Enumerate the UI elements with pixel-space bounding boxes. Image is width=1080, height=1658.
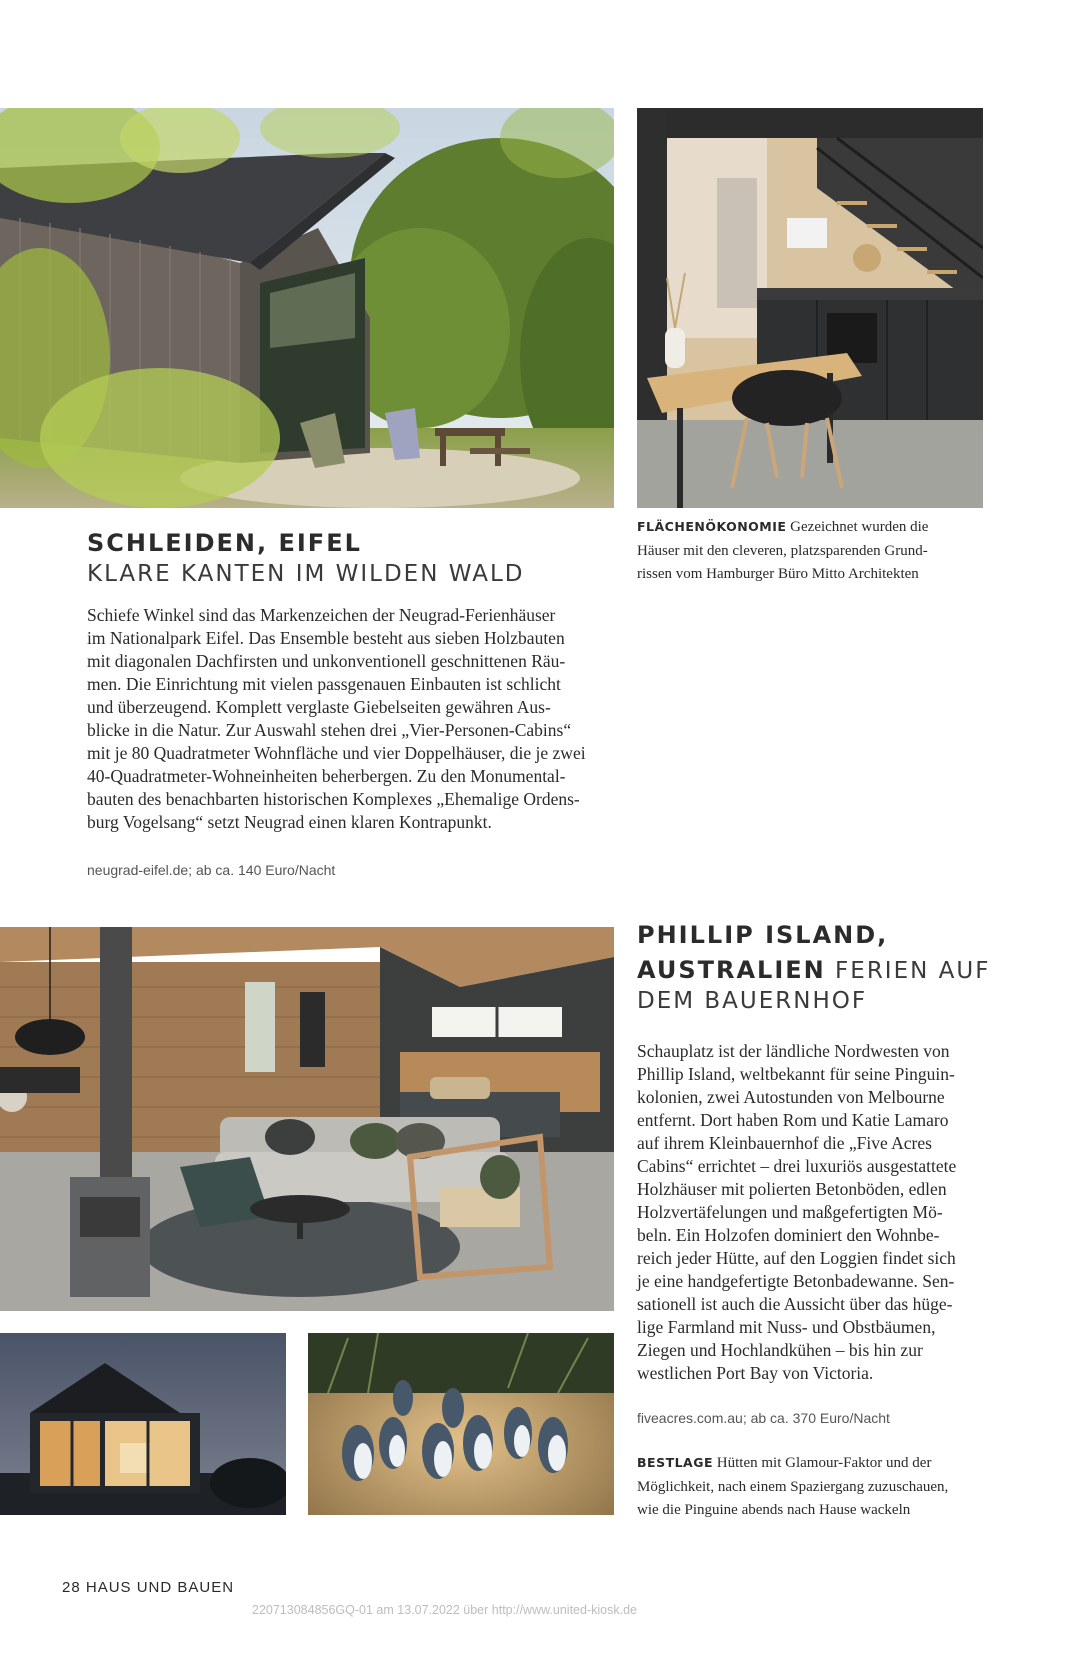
section1-caption-text: Gezeichnet wurden die Häuser mit den cleveren, platzsparenden Grund- rissen vom Hamburger Büro Mitto Architekten xyxy=(637,519,929,582)
photo-phillip-island-cabin-night xyxy=(0,1333,286,1515)
section1-body: Schiefe Winkel sind das Markenzeichen der Neugrad-Ferienhäuser im Nationalpark Eifel. Das Ensemble besteht aus sieben Holzbauten mit diagonalen Dachfirsten und unkonventionell geschnittenen Räu- men. Die Einrichtung mit vielen passgenauen Einbauten ist schlicht und überzeugend. Komplett verglaste Giebelseiten gewähren Aus- blicke in die Natur. Zur Auswahl stehen drei „Vier-Personen-Cabins“ mit je 80 Quadratmeter Wohnfläche und vier Doppelhäuser, die je zwei 40-Quadratmeter-Wohneinheiten beherbergen. Zu den Monumental- bauten des benachbarten historischen Komplexes „Ehemalige Ordens- burg Vogelsang“ setzt Neugrad einen klaren Kontrapunkt. xyxy=(87,605,586,832)
section2-subtitle-line2: DEM BAUERNHOF xyxy=(637,988,868,1014)
section1-info: neugrad-eifel.de; ab ca. 140 Euro/Nacht xyxy=(87,862,336,878)
section2-title-location: AUSTRALIEN xyxy=(637,956,826,984)
page-number: 28 xyxy=(62,1579,81,1596)
section1-caption-lead: FLÄCHENÖKONOMIE xyxy=(637,519,787,534)
section2-body: Schauplatz ist der ländliche Nordwesten von Phillip Island, weltbekannt für seine Pinguin- kolonien, zwei Autostunden von Melbourne entfernt. Dort haben Rom und Katie Lamaro auf ihrem Kleinbauernhof die „Five Acres Cabins“ errichtet – drei luxuriös ausgestattete Holzhäuser mit polierten Betonböden, edlen Holzvertäfelungen und maßgefertigten Mö- beln. Ein Holzofen dominiert den Wohnbe- reich jeder Hütte, auf den Loggien findet sich je eine handgefertigte Betonbadewanne. Sen- sationell ist auch die Aussicht über das hüge- lige Farmland mit Nuss- und Obstbäumen, Ziegen und Hochlandkühen – bis hin zur westlichen Port Bay von Victoria. xyxy=(637,1041,957,1383)
section2-title-line1: PHILLIP ISLAND, xyxy=(637,921,889,949)
section2-title-line2 xyxy=(637,956,990,985)
watermark-text: 220713084856GQ-01 am 13.07.2022 über http://www.united-kiosk.de xyxy=(252,1603,637,1617)
magazine-name: HAUS UND BAUEN xyxy=(85,1579,235,1596)
section2-caption-lead: BESTLAGE xyxy=(637,1455,714,1470)
section2-caption-text: Hütten mit Glamour-Faktor und der Möglichkeit, nach einem Spaziergang zuzuschauen, wie die Pinguine abends nach Hause wackeln xyxy=(637,1455,949,1518)
photo-phillip-island-living-room xyxy=(0,927,614,1311)
section2-caption xyxy=(637,1451,997,1523)
page-folio xyxy=(62,1579,234,1596)
photo-penguin-parade xyxy=(308,1333,614,1515)
section2-info: fiveacres.com.au; ab ca. 370 Euro/Nacht xyxy=(637,1410,890,1426)
section2-subtitle-inline: FERIEN AUF xyxy=(825,958,991,984)
section1-title: SCHLEIDEN, EIFEL xyxy=(87,529,362,557)
section1-caption xyxy=(637,515,997,587)
photo-eifel-cabin-exterior xyxy=(0,108,614,508)
section1-subtitle: KLARE KANTEN IM WILDEN WALD xyxy=(87,561,525,587)
photo-eifel-interior-kitchen xyxy=(637,108,983,508)
